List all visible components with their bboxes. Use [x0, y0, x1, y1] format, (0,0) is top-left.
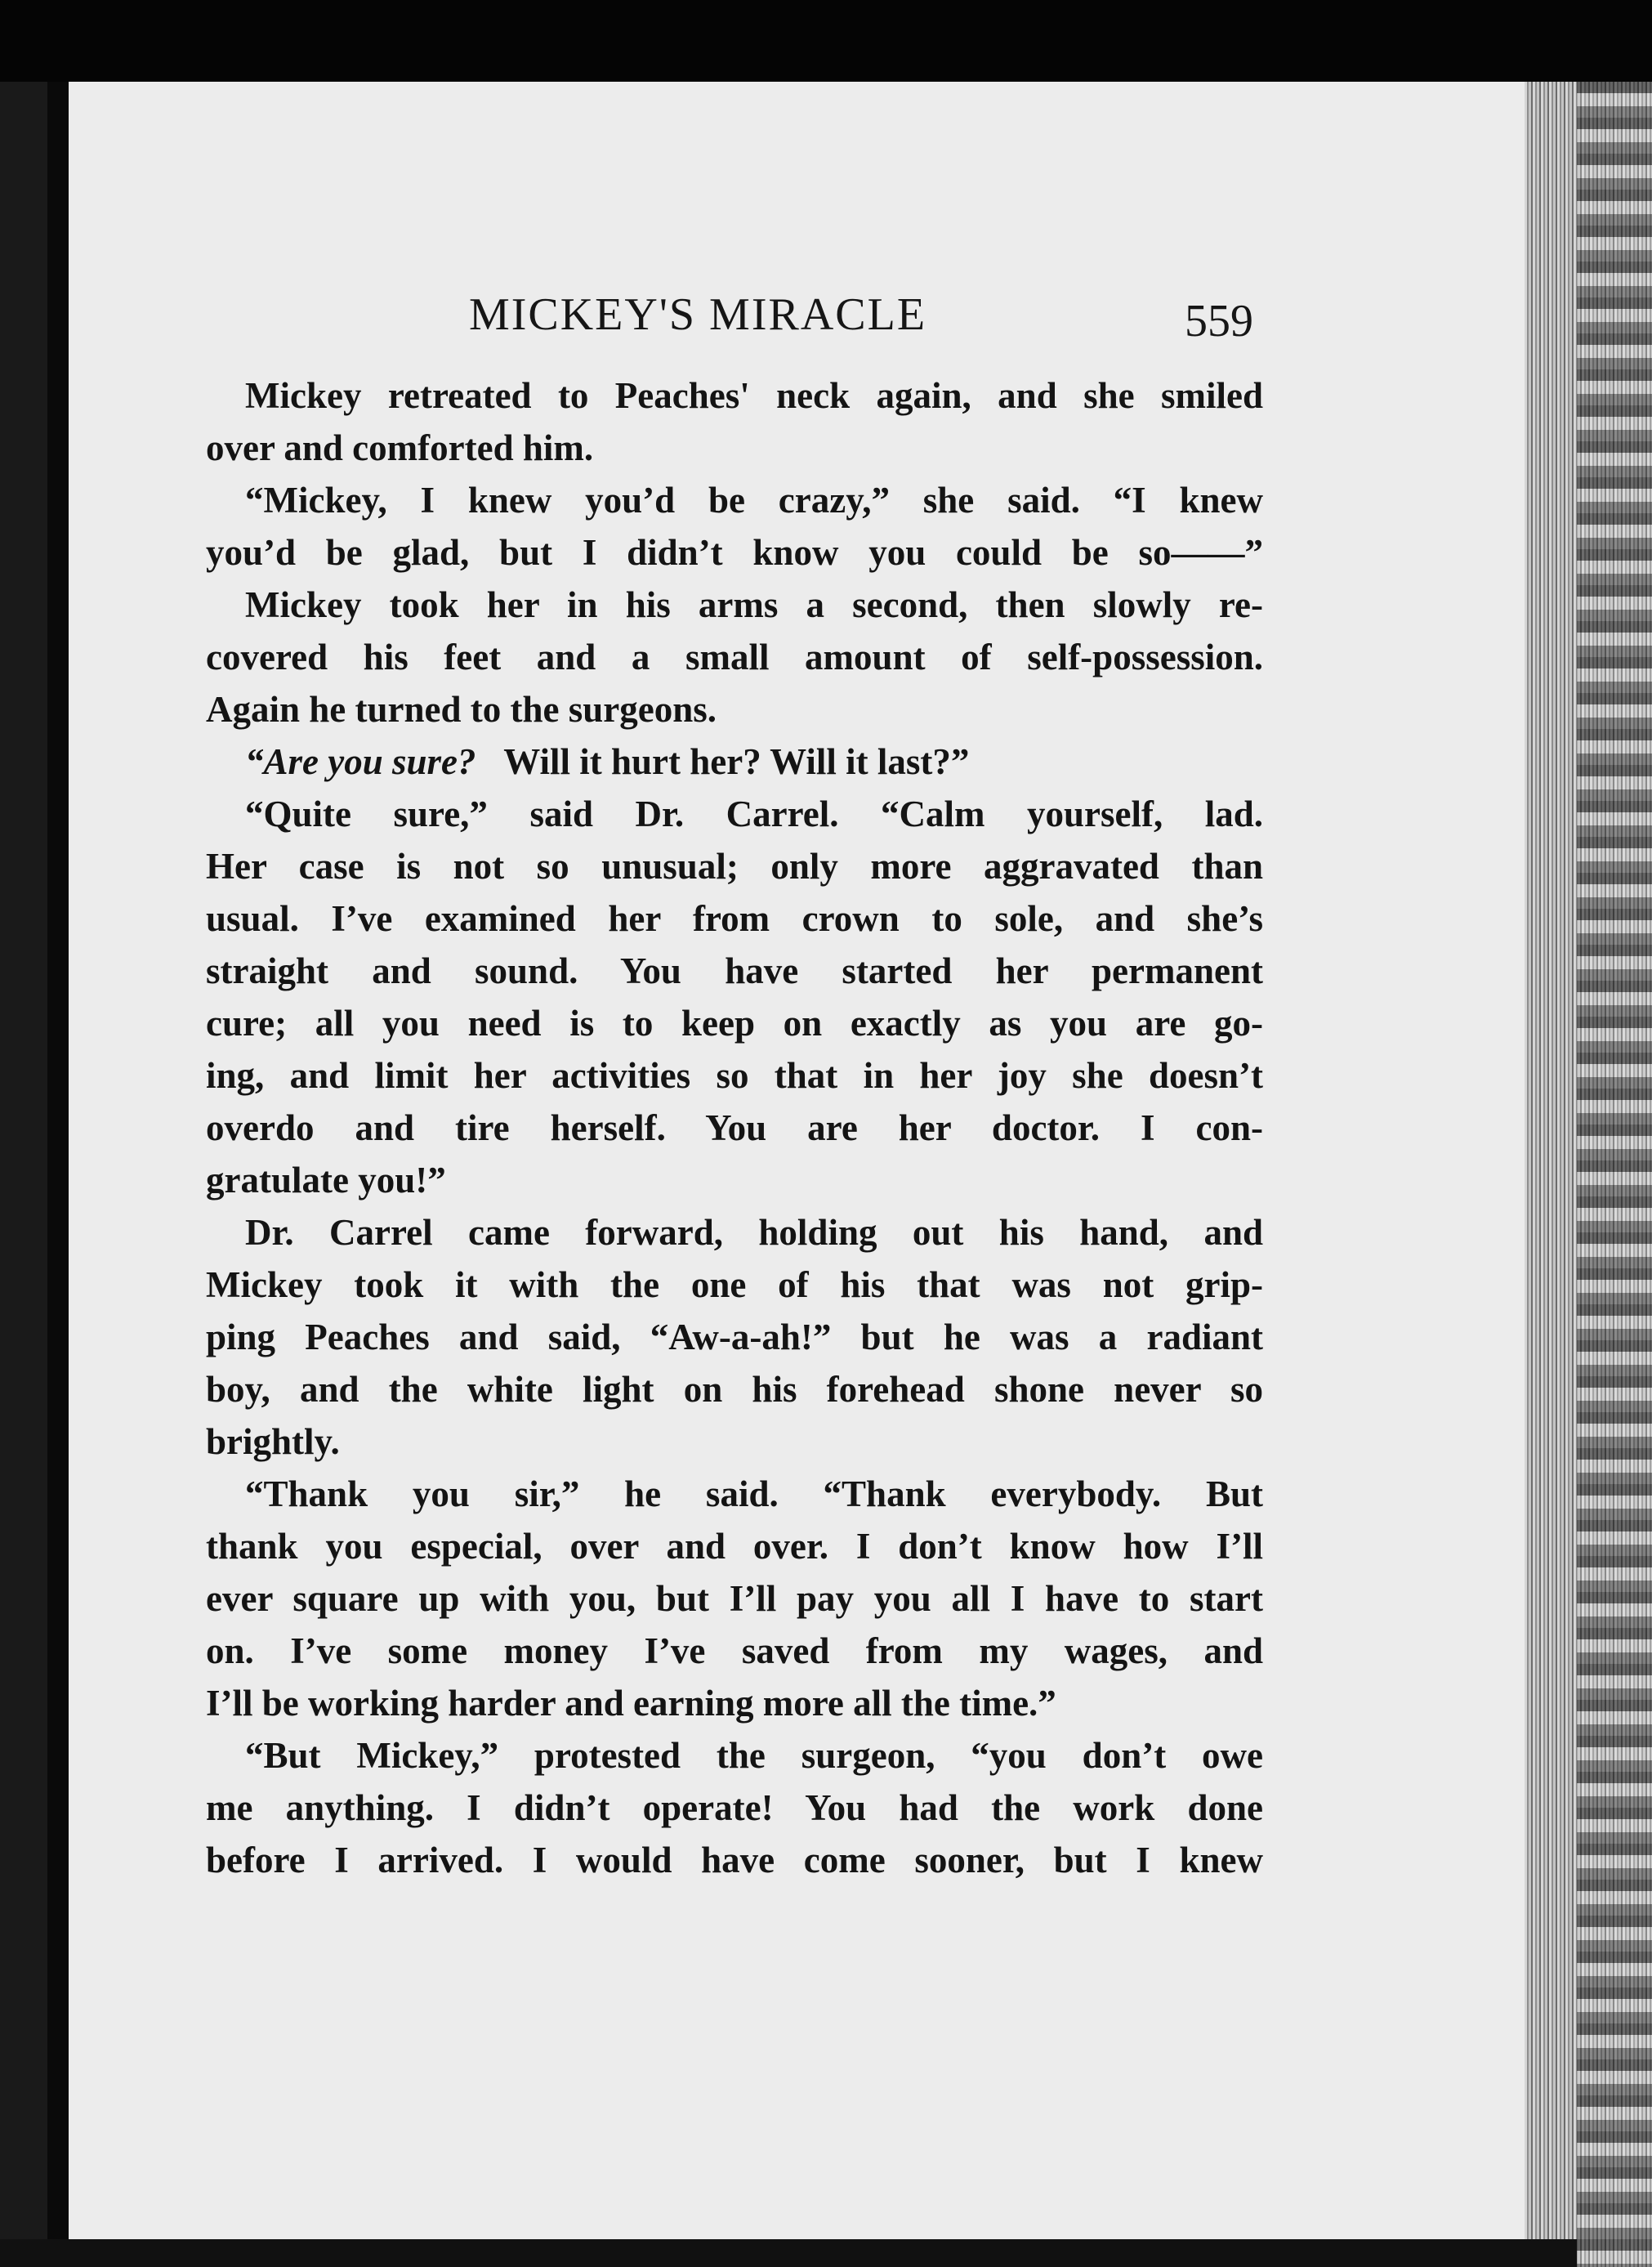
text-line: over and comforted him. — [206, 427, 594, 468]
text-line: ping Peaches and said, “Aw-a-ah!” but he was a radiant — [206, 1317, 1263, 1357]
text-line: Mickey retreated to Peaches' neck again, and she smiled — [245, 375, 1263, 416]
text-line-mixed — [206, 736, 1263, 788]
text-line: Mickey took it with the one of his that was not grip- — [206, 1264, 1263, 1305]
text-line: usual. I’ve examined her from crown to sole, and she’s — [206, 898, 1263, 939]
text-line: straight and sound. You have started her permanent — [206, 950, 1263, 991]
text-line: on. I’ve some money I’ve saved from my wages, and — [206, 1630, 1263, 1671]
scan-top-border — [0, 0, 1652, 82]
body-text — [206, 369, 1263, 1886]
text-line: Mickey took her in his arms a second, then slowly re- — [245, 584, 1263, 625]
text-line: “Thank you sir,” he said. “Thank everybody. But — [245, 1473, 1263, 1514]
text-line-italic: “Are you sure? — [245, 741, 476, 782]
text-line: Again he turned to the surgeons. — [206, 689, 717, 730]
text-line: before I arrived. I would have come sooner, but I knew — [206, 1840, 1263, 1880]
text-line: boy, and the white light on his forehead shone never so — [206, 1369, 1263, 1410]
text-line: gratulate you!” — [206, 1160, 446, 1201]
text-line: me anything. I didn’t operate! You had the work done — [206, 1787, 1263, 1828]
running-head-title: MICKEY'S MIRACLE — [468, 289, 927, 340]
text-line: brightly. — [206, 1421, 340, 1462]
text-line: Her case is not so unusual; only more aggravated than — [206, 846, 1263, 887]
text-line: covered his feet and a small amount of self-possession. — [206, 637, 1263, 677]
scan-bottom-border — [0, 2239, 1577, 2267]
running-head — [69, 282, 1458, 347]
page-edges-texture — [1577, 82, 1652, 2267]
text-line: cure; all you need is to keep on exactly as you are go- — [206, 1003, 1263, 1044]
binding-gutter — [47, 82, 67, 2256]
page-number: 559 — [1185, 296, 1253, 347]
text-line: “Mickey, I knew you’d be crazy,” she said. “I knew — [245, 480, 1263, 521]
text-line: I’ll be working harder and earning more all the time.” — [206, 1683, 1056, 1724]
text-line: “Quite sure,” said Dr. Carrel. “Calm yourself, lad. — [245, 794, 1263, 834]
text-line: ever square up with you, but I’ll pay you all I have to start — [206, 1578, 1263, 1619]
scan-left-border — [0, 82, 49, 2256]
text-line: overdo and tire herself. You are her doctor. I con- — [206, 1107, 1263, 1148]
text-line: Dr. Carrel came forward, holding out his hand, and — [245, 1212, 1263, 1253]
text-line: “But Mickey,” protested the surgeon, “you don’t owe — [245, 1735, 1263, 1776]
text-line-roman: Will it hurt her? Will it last?” — [503, 741, 970, 782]
text-line: you’d be glad, but I didn’t know you could be so——” — [206, 532, 1263, 573]
text-line: ing, and limit her activities so that in her joy she doesn’t — [206, 1055, 1263, 1096]
text-line: thank you especial, over and over. I don’t know how I’ll — [206, 1526, 1263, 1567]
